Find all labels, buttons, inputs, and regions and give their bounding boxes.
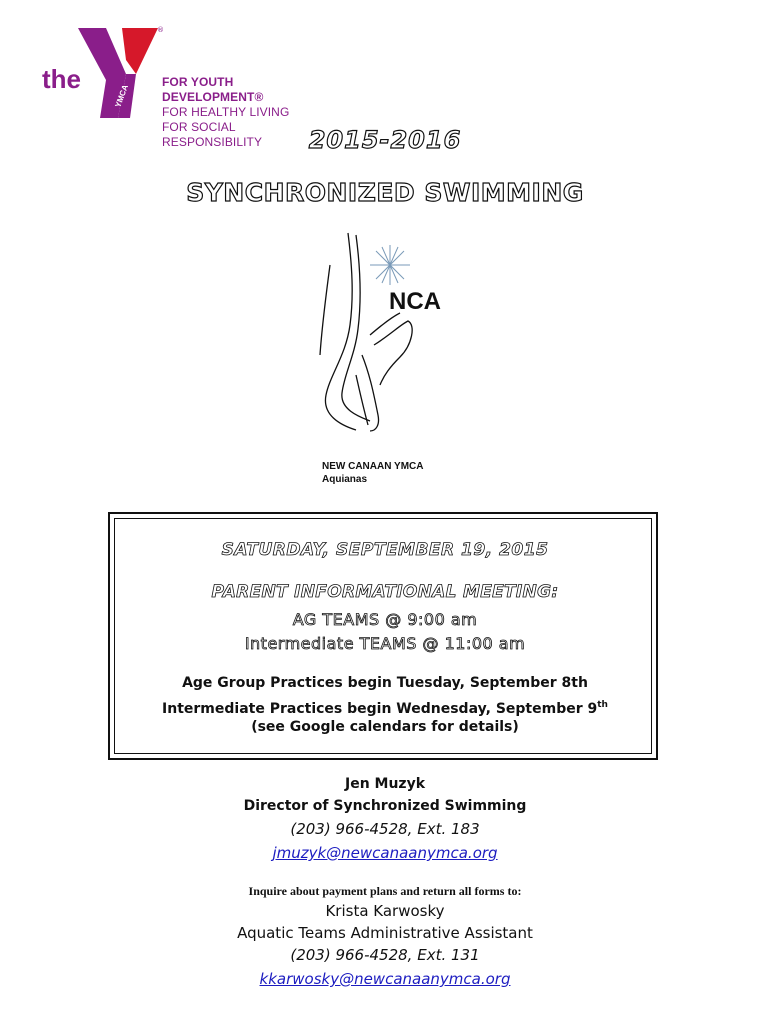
- assistant-name: Krista Karwosky: [325, 902, 445, 920]
- nca-abbreviation: NCA: [389, 288, 441, 315]
- swimmers-legs-illustration: [300, 225, 460, 455]
- meeting-time-intermediate-teams: Intermediate TEAMS @ 11:00 am: [244, 634, 526, 653]
- calendar-note: (see Google calendars for details): [251, 719, 519, 735]
- inquire-text: Inquire about payment plans and return all forms to:: [248, 884, 522, 898]
- ymca-y-mark-icon: [78, 24, 162, 120]
- ordinal-suffix: th: [597, 700, 608, 710]
- starburst-icon: [370, 245, 410, 285]
- logo-registered-mark: ®: [157, 26, 164, 34]
- tagline-line-3: FOR SOCIAL RESPONSIBILITY: [162, 120, 263, 149]
- logo-ymca-text: YMCA: [113, 83, 130, 109]
- tagline-line-2: FOR HEALTHY LIVING: [162, 105, 290, 119]
- logo-the-word: the: [42, 64, 81, 94]
- assistant-email-link[interactable]: kkarwosky@newcanaanymca.org: [259, 970, 511, 988]
- club-name: [322, 460, 423, 486]
- director-title: Director of Synchronized Swimming: [243, 798, 527, 814]
- director-email-link[interactable]: jmuzyk@newcanaanymca.org: [272, 844, 498, 862]
- practice-start-intermediate: [0, 696, 770, 718]
- club-name-line-1: NEW CANAAN YMCA: [322, 461, 424, 472]
- ymca-logo: [40, 24, 330, 149]
- practice-start-age-group: Age Group Practices begin Tuesday, September 8th: [182, 675, 588, 691]
- meeting-date: SATURDAY, SEPTEMBER 19, 2015: [221, 540, 549, 560]
- director-name: Jen Muzyk: [344, 776, 426, 792]
- meeting-title: PARENT INFORMATIONAL MEETING:: [211, 582, 559, 602]
- assistant-title: Aquatic Teams Administrative Assistant: [237, 924, 533, 942]
- meeting-time-ag-teams: AG TEAMS @ 9:00 am: [292, 610, 478, 629]
- program-title: SYNCHRONIZED SWIMMING: [186, 178, 584, 207]
- club-name-line-2: Aquianas: [322, 474, 368, 485]
- assistant-phone: (203) 966-4528, Ext. 131: [290, 946, 480, 964]
- season-heading: 2015-2016: [308, 126, 462, 154]
- director-phone: (203) 966-4528, Ext. 183: [290, 820, 480, 838]
- practice-start-intermediate-text: Intermediate Practices begin Wednesday, September 9: [162, 701, 598, 717]
- tagline-line-1: FOR YOUTH DEVELOPMENT®: [162, 75, 264, 104]
